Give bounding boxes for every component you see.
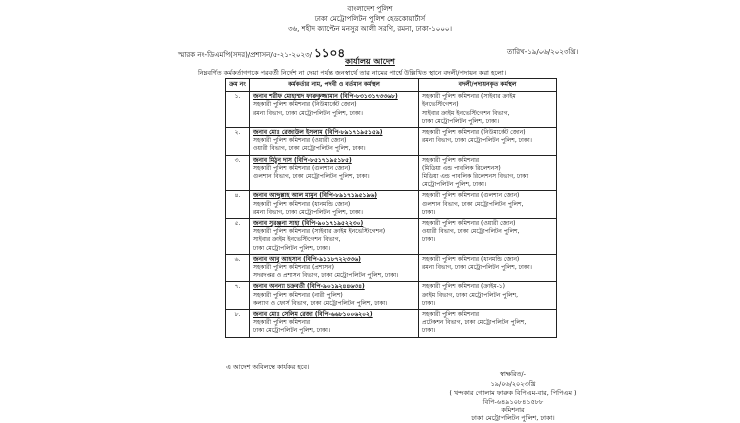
header-officer: কর্মকর্তার নাম, পদবী ও বর্তমান কর্মস্থল (250, 79, 419, 92)
new-posting-line: সহকারী পুলিশ কমিশনার (ক্রাইম-১) (422, 283, 505, 291)
officer-cell (250, 92, 419, 128)
new-posting-line: ক্রাইম বিভাগ, ঢাকা মেট্রোপলিটন পুলিশ, (422, 291, 519, 299)
new-posting-line: রমনা বিভাগ, ঢাকা মেট্রোপলিটন পুলিশ, ঢাকা। (422, 264, 532, 272)
signature-org: ঢাকা মেট্রোপলিটন পুলিশ, ঢাকা। (471, 414, 555, 422)
officer-current-post: রমনা বিভাগ, ঢাকা মেট্রোপলিটন পুলিশ, ঢাকা। (253, 109, 363, 117)
new-posting-line: সহকারী পুলিশ কমিশনার (গুলশান জোন) (422, 192, 520, 200)
new-posting-line: রমনা বিভাগ, ঢাকা মেট্রোপলিটন পুলিশ, ঢাকা। (422, 137, 532, 145)
officer-current-post: সহকারী পুলিশ কমিশনার (প্রশাসন) (253, 264, 335, 272)
officer-current-post: ঢাকা মেট্রোপলিটন পুলিশ, ঢাকা। (253, 244, 331, 252)
row-serial: ১. (226, 92, 250, 128)
footnote: এ আদেশ অবিলম্বে কার্যকর হবে। (226, 363, 310, 371)
memo-number-handwritten: ১১০৪ (313, 46, 346, 60)
officer-current-post: সহকারী পুলিশ কমিশনার (নিউমার্কেট জোন) (253, 101, 357, 109)
officer-current-post: সহকারী পুলিশ কমিশনার (253, 319, 311, 327)
table-header-row (226, 79, 557, 92)
table-row (226, 128, 557, 156)
officer-name: জনাব সুরঞ্জনা সাহা (বিপি-৯০১৭১৯৫২২৩০) (253, 220, 364, 228)
new-posting-cell (419, 310, 557, 338)
officer-cell (250, 191, 419, 219)
new-posting-line: গুলশান বিভাগ, ঢাকা মেট্রোপলিটন পুলিশ, (422, 200, 524, 208)
new-posting-line: মিডিয়া এন্ড পাবলিক রিলেশনস বিভাগ, ঢাকা (422, 173, 529, 181)
officer-name: জনাব আব্দুল্লাহ আল মামুন (বিপি-৮৯১৭১৯৫১৯৬) (253, 192, 377, 200)
new-posting-cell (419, 282, 557, 310)
header-posting: বদলী/পদায়নকৃত কর্মস্থল (419, 79, 557, 92)
officer-current-post: ঢাকা মেট্রোপলিটন পুলিশ, ঢাকা। (253, 327, 331, 335)
row-serial: ৬. (226, 254, 250, 282)
row-serial: ৫. (226, 219, 250, 255)
new-posting-line: ওয়ারী বিভাগ, ঢাকা মেট্রোপলিটন পুলিশ, (422, 228, 520, 236)
new-posting-cell (419, 219, 557, 255)
officer-current-post: সহকারী পুলিশ কমিশনার (সাইবার ক্রাইম ইনভেস্টিগেশন) (253, 228, 386, 236)
table-row (226, 219, 557, 255)
officer-name: জনাব আবু আহসান (বিপি-৯১১৮৭২২৩৩৬) (253, 255, 361, 263)
officer-current-post: সদরদপ্তর ও প্রশাসন বিভাগ, ঢাকা মেট্রোপলিটন পুলিশ, ঢাকা। (253, 272, 399, 280)
new-posting-cell (419, 191, 557, 219)
new-posting-line: সহকারী পুলিশ কমিশনার (নিউমার্কেট জোন) (422, 129, 526, 137)
header-address: ৩৬, শহীদ ক্যাপ্টেন মনসুর আলী সরণি, রমনা, ঢাকা-১০০০। (288, 25, 452, 33)
table-row (226, 310, 557, 338)
table-row (226, 155, 557, 191)
signature-name: ( খন্দকার গোলাম ফারুক বিপিএম-বার, পিপিএম ) (449, 389, 577, 397)
officer-current-post: গুলশান বিভাগ, ঢাকা মেট্রোপলিটন পুলিশ, ঢাকা। (253, 173, 370, 181)
row-serial: ৩. (226, 155, 250, 191)
officer-current-post: সাইবার ক্রাইম ইনভেস্টিগেশন বিভাগ, (253, 236, 341, 244)
signature-label: স্বাক্ষরিত/- (500, 370, 526, 378)
new-posting-line: মেট্রোপলিটন পুলিশ, ঢাকা। (422, 181, 487, 189)
new-posting-line: প্রটেকশন বিভাগ, ঢাকা মেট্রোপলিটন পুলিশ, (422, 319, 527, 327)
new-posting-cell (419, 155, 557, 191)
table-row (226, 254, 557, 282)
new-posting-line: সহকারী পুলিশ কমিশনার (422, 156, 480, 164)
intro-text: নিম্নবর্ণিত কর্মকর্তাগণকে পরবর্তী নির্দেশ না দেয়া পর্যন্ত জনস্বার্থে তার নামের পার্শ্বে উল্লিখিত স্থানে বদলী/পদায়ন করা হলো। (198, 69, 507, 77)
officer-cell (250, 219, 419, 255)
new-posting-line: ঢাকা মেট্রোপলিটন পুলিশ, ঢাকা। (422, 117, 500, 125)
signature-date: ১৯/০৬/২০২৩খ্রি (490, 380, 536, 388)
officer-cell (250, 282, 419, 310)
officer-cell (250, 128, 419, 156)
table-row (226, 92, 557, 128)
transfer-table (225, 78, 557, 338)
officer-name: জনাব অনন্যা চক্রবর্তী (বিপি-৯০১৯২৪৪৬৩৪) (253, 283, 365, 291)
officer-current-post: সহকারী পুলিশ কমিশনার (নারী পুলিশ) (253, 291, 343, 299)
officer-current-post: সহকারী পুলিশ কমিশনার (ধানমন্ডি জোন) (253, 200, 351, 208)
officer-name: জনাব মোঃ সেলিম রেজা (বিপি-৬৬৮১০০৬২০২) (253, 311, 373, 319)
table-row (226, 282, 557, 310)
new-posting-cell (419, 128, 557, 156)
new-posting-cell (419, 92, 557, 128)
officer-current-post: ওয়ারী বিভাগ, ঢাকা মেট্রোপলিটন পুলিশ, ঢাকা। (253, 145, 366, 153)
officer-current-post: সহকারী পুলিশ কমিশনার (গুলশান জোন) (253, 164, 351, 172)
new-posting-line: ঢাকা। (422, 236, 436, 244)
new-posting-line: ঢাকা। (422, 327, 436, 335)
officer-current-post: রমনা বিভাগ, ঢাকা মেট্রোপলিটন পুলিশ, ঢাকা। (253, 208, 363, 216)
new-posting-line: ঢাকা। (422, 208, 436, 216)
officer-cell (250, 310, 419, 338)
header-org: বাংলাদেশ পুলিশ (347, 5, 393, 13)
row-serial: ৪. (226, 191, 250, 219)
officer-current-post: কল্যাণ ও ফোর্স বিভাগ, ঢাকা মেট্রোপলিটন পুলিশ, ঢাকা। (253, 299, 388, 307)
memo-number-text: স্মারক নং-ডিএমপি(সদর)/প্রশাসন/৫-২১-২০২৩/ (178, 51, 312, 59)
row-serial: ৭. (226, 282, 250, 310)
signature-title: কমিশনার (501, 406, 525, 414)
header-serial: ক্রম নং (226, 79, 250, 92)
new-posting-line: সহকারী পুলিশ কমিশনার (ধানমন্ডি জোন) (422, 255, 520, 263)
signature-bp: বিপি-৬৪৯১০৮৪১৫৮৮ (482, 398, 544, 406)
officer-name: জনাব মোঃ রেজাউল ইসলাম (বিপি-৮৯১৭১৯৫১৫৯) (253, 129, 383, 137)
memo-date: তারিখ-১৯/০৬/২০২৩খ্রি। (507, 48, 579, 56)
officer-cell (250, 155, 419, 191)
officer-name: জনাব শরীফ মোহাম্মদ ফারুকুজ্জামান (বিপি-৮৩১৩১৭৩৩৬৮) (253, 93, 398, 101)
row-serial: ৮. (226, 310, 250, 338)
new-posting-line: ইনভেস্টিগেশন) (422, 101, 459, 109)
officer-current-post: সহকারী পুলিশ কমিশনার (ওয়ারী জোন) (253, 137, 347, 145)
new-posting-cell (419, 254, 557, 282)
row-serial: ২. (226, 128, 250, 156)
officer-cell (250, 254, 419, 282)
new-posting-line: সহকারী পুলিশ কমিশনার (সাইবার ক্রাইম (422, 93, 516, 101)
order-title: কার্যালয় আদেশ (345, 57, 395, 66)
new-posting-line: ঢাকা। (422, 299, 436, 307)
table-row (226, 191, 557, 219)
officer-name: জনাব মিঠুন দাস (বিপি-৮৫১৭১৯৫১৮৫) (253, 156, 352, 164)
new-posting-line: সহকারী পুলিশ কমিশনার (ওয়ারী জোন) (422, 220, 516, 228)
new-posting-line: সহকারী পুলিশ কমিশনার (422, 311, 480, 319)
new-posting-line: সাইবার ক্রাইম ইনভেস্টিগেশন বিভাগ, (422, 109, 510, 117)
new-posting-line: (মিডিয়া এন্ড পাবলিক রিলেশনস) (422, 164, 501, 172)
header-hq: ঢাকা মেট্রোপলিটন পুলিশ হেডকোয়ার্টার্স (314, 15, 426, 23)
